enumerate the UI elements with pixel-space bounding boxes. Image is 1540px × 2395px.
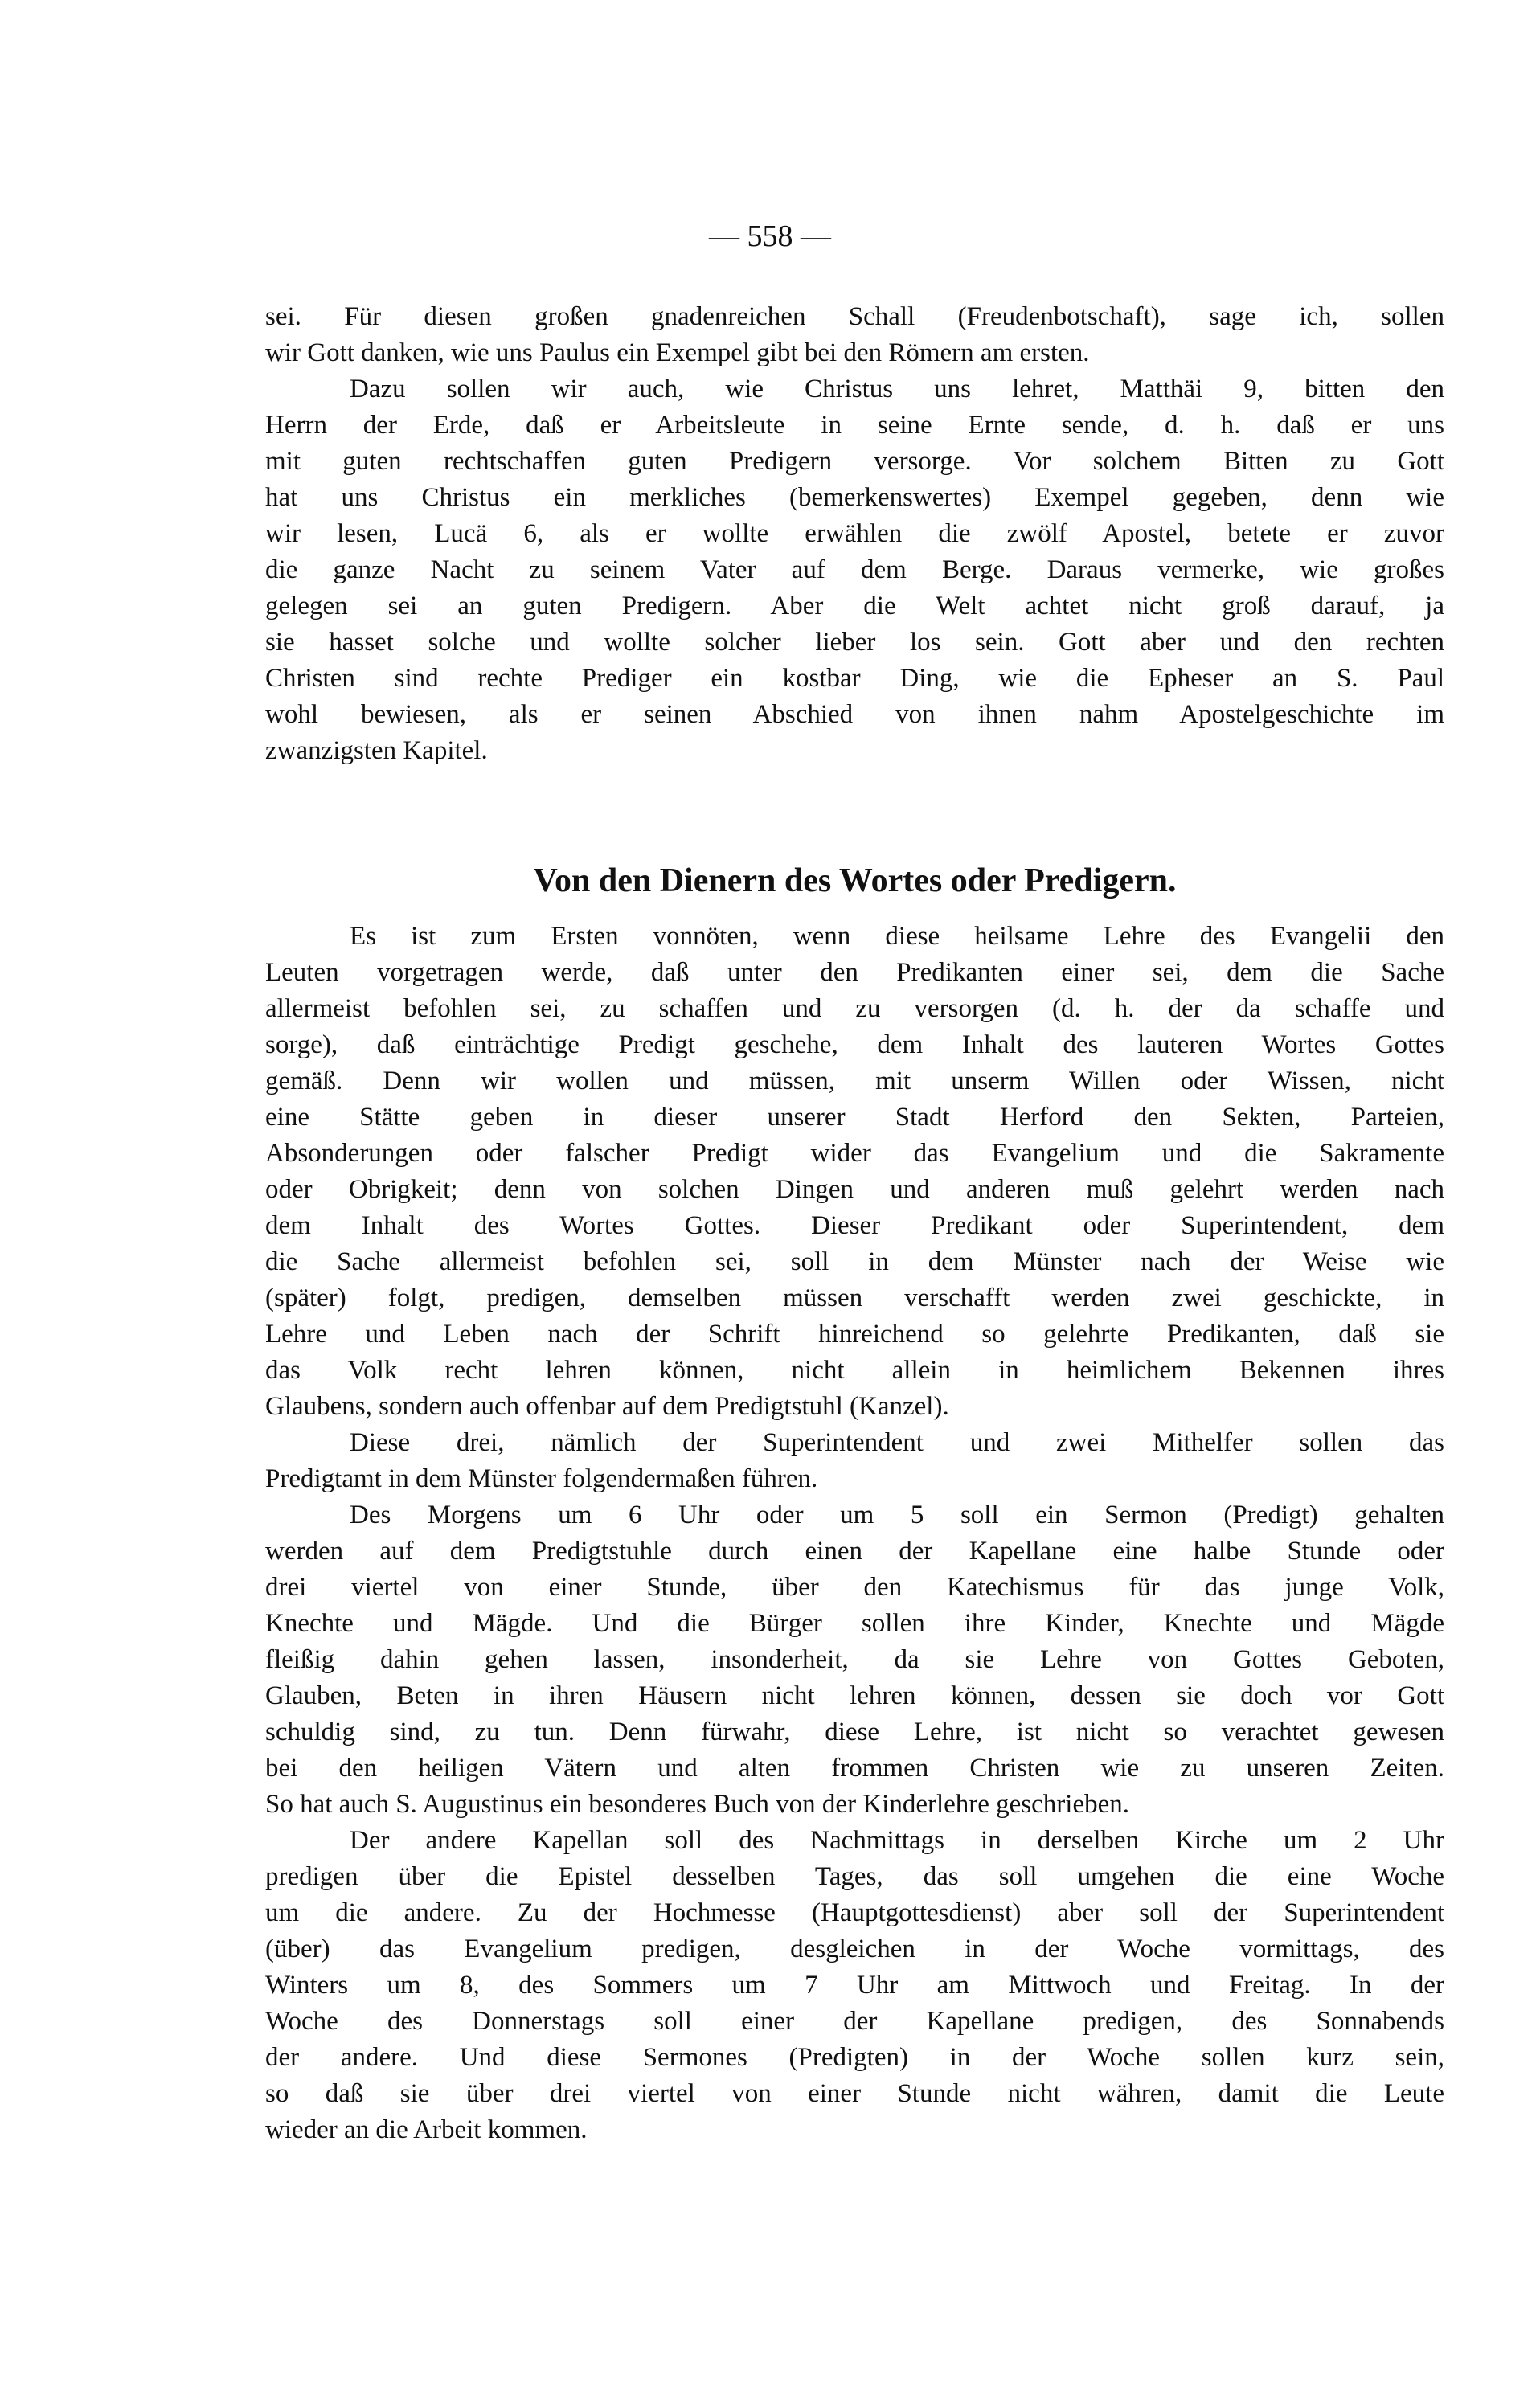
text-line: Winters um 8, des Sommers um 7 Uhr am Mittwoch und Freitag. In der: [265, 1971, 1444, 2000]
text-line: sei. Für diesen großen gnadenreichen Schall (Freudenbotschaft), sage ich, sollen: [265, 302, 1444, 331]
paragraph: [265, 1497, 1444, 1823]
text-line: Diese drei, nämlich der Superintendent und zwei Mithelfer sollen das: [350, 1428, 1444, 1457]
text-line: eine Stätte geben in dieser unserer Stadt Herford den Sekten, Parteien,: [265, 1103, 1444, 1132]
text-line: Glauben, Beten in ihren Häusern nicht lehren können, dessen sie doch vor Gott: [265, 1681, 1444, 1710]
text-line: predigen über die Epistel desselben Tages, das soll umgehen die eine Woche: [265, 1862, 1444, 1891]
text-line: So hat auch S. Augustinus ein besonderes Buch von der Kinderlehre geschrieben.: [265, 1790, 1129, 1819]
text-line: wohl bewiesen, als er seinen Abschied von ihnen nahm Apostelgeschichte im: [265, 700, 1444, 729]
text-line: Predigtamt in dem Münster folgendermaßen führen.: [265, 1464, 818, 1493]
text-line: Knechte und Mägde. Und die Bürger sollen ihre Kinder, Knechte und Mägde: [265, 1609, 1444, 1638]
text-line: Lehre und Leben nach der Schrift hinreichend so gelehrte Predikanten, daß sie: [265, 1320, 1444, 1349]
section-body-1: [265, 299, 1444, 769]
text-line: oder Obrigkeit; denn von solchen Dingen und anderen muß gelehrt werden nach: [265, 1175, 1444, 1204]
text-line: wir Gott danken, wie uns Paulus ein Exempel gibt bei den Römern am ersten.: [265, 338, 1090, 367]
text-line: fleißig dahin gehen lassen, insonderheit, da sie Lehre von Gottes Geboten,: [265, 1645, 1444, 1674]
text-line: Herrn der Erde, daß er Arbeitsleute in seine Ernte sende, d. h. daß er uns: [265, 411, 1444, 440]
text-line: wieder an die Arbeit kommen.: [265, 2115, 588, 2144]
text-line: allermeist befohlen sei, zu schaffen und zu versorgen (d. h. der da schaffe und: [265, 994, 1444, 1023]
text-line: um die andere. Zu der Hochmesse (Hauptgottesdienst) aber soll der Superintendent: [265, 1898, 1444, 1927]
text-line: dem Inhalt des Wortes Gottes. Dieser Predikant oder Superintendent, dem: [265, 1211, 1444, 1240]
text-line: Der andere Kapellan soll des Nachmittags in derselben Kirche um 2 Uhr: [350, 1826, 1444, 1855]
section-heading: Von den Dienern des Wortes oder Predigern.: [533, 862, 1177, 899]
text-line: Des Morgens um 6 Uhr oder um 5 soll ein Sermon (Predigt) gehalten: [350, 1500, 1444, 1529]
paragraph: [265, 299, 1444, 371]
text-line: drei viertel von einer Stunde, über den Katechismus für das junge Volk,: [265, 1573, 1444, 1602]
text-line: die ganze Nacht zu seinem Vater auf dem Berge. Daraus vermerke, wie großes: [265, 555, 1444, 584]
text-line: Glaubens, sondern auch offenbar auf dem Predigtstuhl (Kanzel).: [265, 1392, 949, 1421]
text-line: hat uns Christus ein merkliches (bemerkenswertes) Exempel gegeben, denn wie: [265, 483, 1444, 512]
text-line: gelegen sei an guten Predigern. Aber die Welt achtet nicht groß darauf, ja: [265, 592, 1444, 620]
text-line: so daß sie über drei viertel von einer Stunde nicht währen, damit die Leute: [265, 2079, 1444, 2108]
text-line: Woche des Donnerstags soll einer der Kapellane predigen, des Sonnabends: [265, 2007, 1444, 2036]
text-line: zwanzigsten Kapitel.: [265, 736, 488, 765]
text-line: (später) folgt, predigen, demselben müssen verschafft werden zwei geschickte, in: [265, 1283, 1444, 1312]
text-line: Christen sind rechte Prediger ein kostbar Ding, wie die Epheser an S. Paul: [265, 664, 1444, 693]
text-line: sorge), daß einträchtige Predigt geschehe, dem Inhalt des lauteren Wortes Gottes: [265, 1030, 1444, 1059]
text-line: Leuten vorgetragen werde, daß unter den Predikanten einer sei, dem die Sache: [265, 958, 1444, 987]
text-line: der andere. Und diese Sermones (Predigten) in der Woche sollen kurz sein,: [265, 2043, 1444, 2072]
text-line: Dazu sollen wir auch, wie Christus uns lehret, Matthäi 9, bitten den: [350, 375, 1444, 403]
text-line: die Sache allermeist befohlen sei, soll in dem Münster nach der Weise wie: [265, 1247, 1444, 1276]
text-line: gemäß. Denn wir wollen und müssen, mit unserm Willen oder Wissen, nicht: [265, 1066, 1444, 1095]
paragraph: [265, 1823, 1444, 2148]
paragraph: [265, 371, 1444, 769]
text-line: (über) das Evangelium predigen, desgleichen in der Woche vormittags, des: [265, 1934, 1444, 1963]
text-line: Absonderungen oder falscher Predigt wider das Evangelium und die Sakramente: [265, 1139, 1444, 1168]
text-line: bei den heiligen Vätern und alten frommen Christen wie zu unseren Zeiten.: [265, 1754, 1444, 1783]
text-line: das Volk recht lehren können, nicht allein in heimlichem Bekennen ihres: [265, 1356, 1444, 1385]
text-line: Es ist zum Ersten vonnöten, wenn diese heilsame Lehre des Evangelii den: [350, 922, 1444, 951]
page-number: — 558 —: [709, 219, 831, 253]
text-line: schuldig sind, zu tun. Denn fürwahr, diese Lehre, ist nicht so verachtet gewesen: [265, 1717, 1444, 1746]
paragraph: [265, 1425, 1444, 1497]
text-line: wir lesen, Lucä 6, als er wollte erwählen die zwölf Apostel, betete er zuvor: [265, 519, 1444, 548]
section-body-2: [265, 919, 1444, 2148]
text-line: mit guten rechtschaffen guten Predigern versorge. Vor solchem Bitten zu Gott: [265, 447, 1444, 476]
text-line: werden auf dem Predigtstuhle durch einen der Kapellane eine halbe Stunde oder: [265, 1537, 1444, 1566]
paragraph: [265, 919, 1444, 1425]
text-line: sie hasset solche und wollte solcher lieber los sein. Gott aber und den rechten: [265, 628, 1444, 657]
